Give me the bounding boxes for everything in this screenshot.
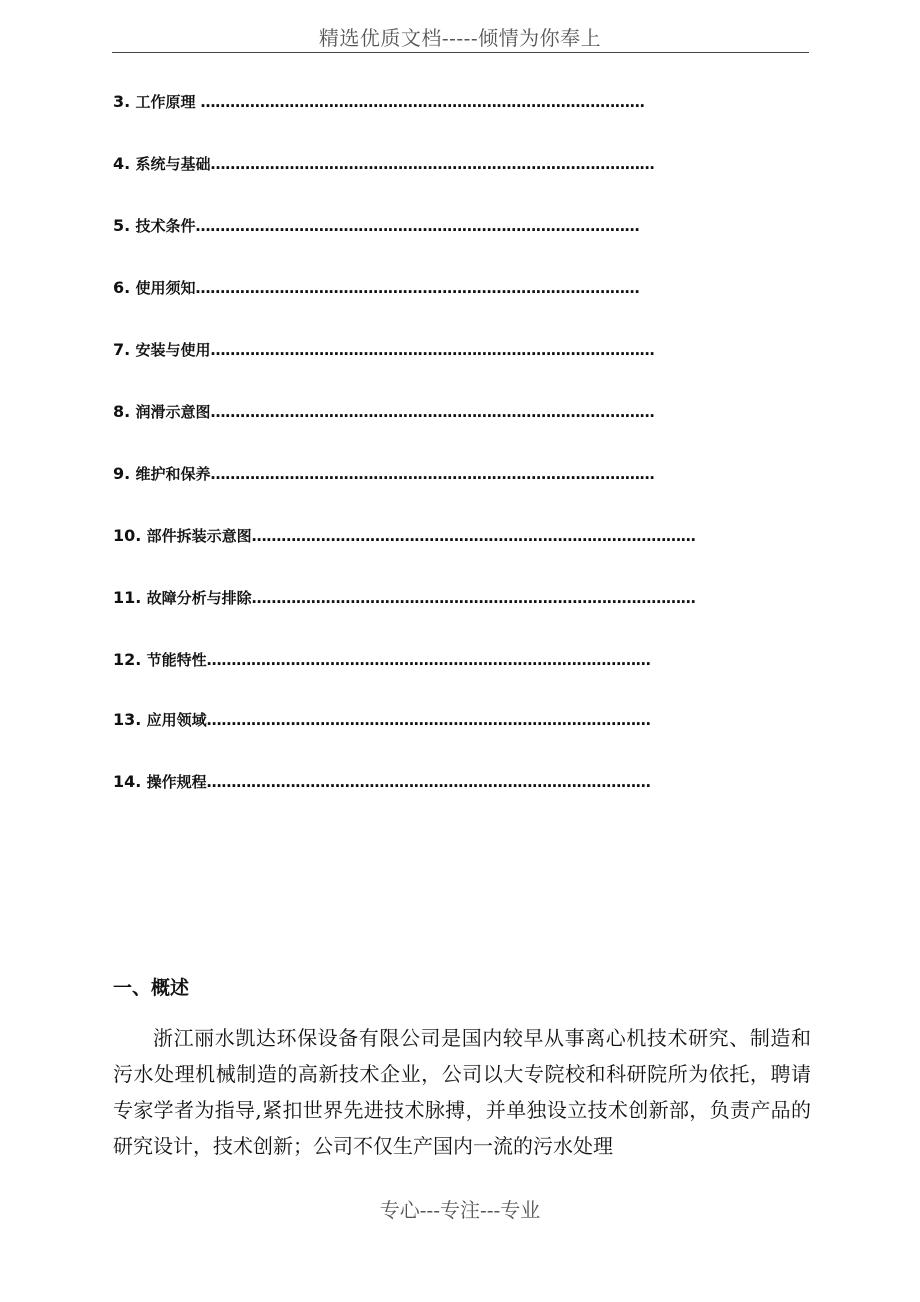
toc-leader-dots: ……………………………………………………………………………… (210, 465, 655, 483)
toc-entry-number: 6. (113, 278, 131, 297)
toc-entry-number: 5. (113, 216, 131, 235)
toc-leader-dots: ……………………………………………………………………………… (210, 341, 655, 359)
toc-entry (113, 524, 780, 548)
toc-leader-dots: ……………………………………………………………………………… (210, 155, 655, 173)
toc-entry-title: 使用须知 (135, 279, 196, 297)
toc-entry (113, 770, 780, 794)
toc-entry-title: 故障分析与排除 (146, 589, 252, 607)
toc-entry-number: 14. (113, 772, 142, 791)
toc-entry (113, 90, 768, 114)
toc-entry (113, 400, 775, 424)
toc-entry-title: 部件拆装示意图 (146, 527, 252, 545)
toc-entry-number: 3. (113, 92, 131, 111)
toc-leader-dots: ……………………………………………………………………………… (195, 217, 640, 235)
toc-entry (113, 708, 780, 732)
toc-entry-number: 4. (113, 154, 131, 173)
toc-leader-dots: ……………………………………………………………………………… (195, 279, 640, 297)
toc-entry (113, 276, 775, 300)
toc-leader-dots: ……………………………………………………………………………… (206, 651, 651, 669)
toc-entry-title: 工作原理 (135, 93, 196, 111)
toc-entry-number: 12. (113, 650, 142, 669)
toc-entry-title: 操作规程 (146, 773, 207, 791)
toc-entry-title: 应用领域 (146, 711, 207, 729)
toc-entry (113, 648, 780, 672)
page-header: 精选优质文档-----倾情为你奉上 (318, 26, 602, 50)
toc-leader-dots: ……………………………………………………………………………… (206, 711, 651, 729)
toc-entry-title: 技术条件 (135, 217, 196, 235)
section-paragraph: 浙江丽水凯达环保设备有限公司是国内较早从事离心机技术研究、制造和污水处理机械制造的高新技术企业，公司以大专院校和科研院所为依托，聘请专家学者为指导,紧扣世界先进技术脉搏，并单独设立技术创新部，负责产品的研究设计，技术创新；公司不仅生产国内一流的污水处理 (113, 1026, 811, 1158)
toc-entry-title: 润滑示意图 (135, 403, 211, 421)
toc-entry-title: 节能特性 (146, 651, 207, 669)
toc-entry-number: 8. (113, 402, 131, 421)
toc-leader-dots: ……………………………………………………………………………… (195, 93, 645, 111)
toc-entry-title: 维护和保养 (135, 465, 211, 483)
toc-entry-number: 11. (113, 588, 142, 607)
toc-entry (113, 152, 775, 176)
toc-entry-number: 7. (113, 340, 131, 359)
page-footer: 专心---专注---专业 (379, 1198, 541, 1222)
toc-entry (113, 462, 770, 486)
toc-entry-title: 系统与基础 (135, 155, 211, 173)
toc-entry-number: 13. (113, 710, 142, 729)
toc-entry (113, 338, 775, 362)
header-divider (112, 52, 809, 53)
toc-leader-dots: ……………………………………………………………………………… (210, 403, 655, 421)
toc-entry-number: 10. (113, 526, 142, 545)
toc-entry (113, 586, 780, 610)
toc-leader-dots: ……………………………………………………………………………… (251, 527, 696, 545)
toc-entry (113, 214, 775, 238)
toc-entry-title: 安装与使用 (135, 341, 211, 359)
toc-leader-dots: ……………………………………………………………………………… (251, 589, 696, 607)
toc-leader-dots: ……………………………………………………………………………… (206, 773, 651, 791)
toc-entry-number: 9. (113, 464, 131, 483)
section-heading: 一、概述 (113, 977, 190, 999)
